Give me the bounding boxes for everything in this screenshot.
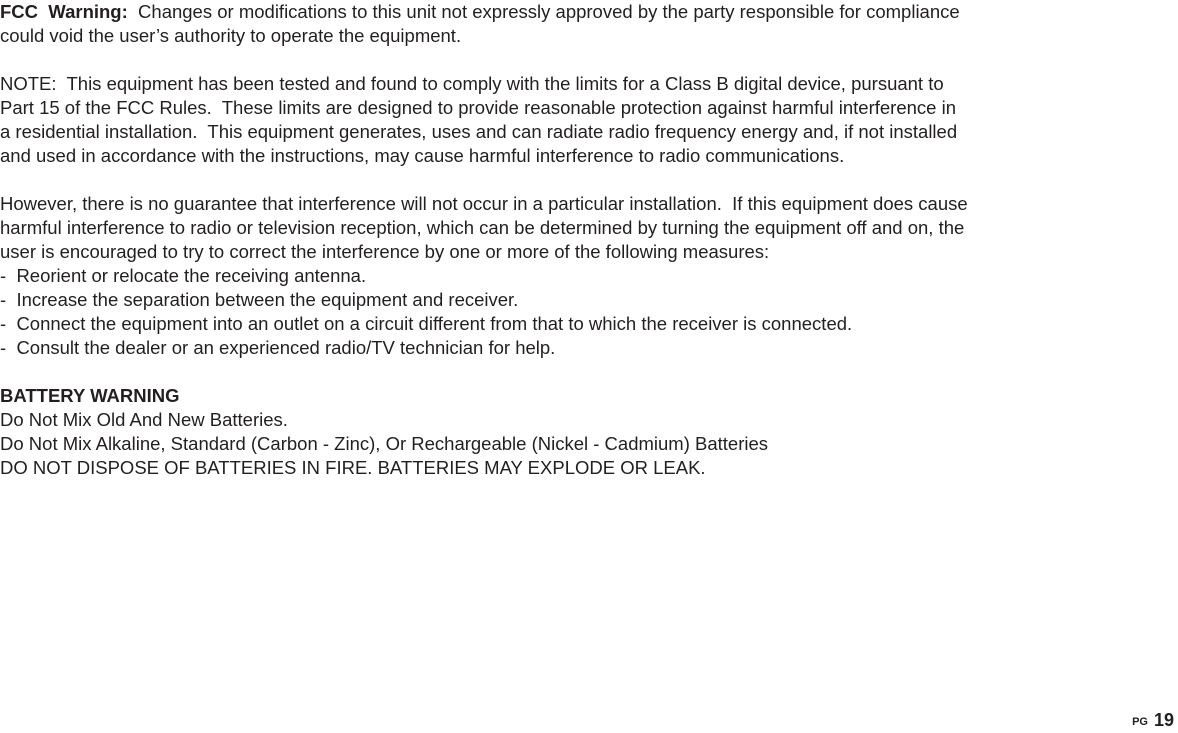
paragraph-gap (0, 168, 1120, 192)
battery-warning-line-2: Do Not Mix Alkaline, Standard (Carbon - Zinc), Or Rechargeable (Nickel - Cadmium) Batteries (0, 433, 769, 454)
measure-item-2: - Increase the separation between the equipment and receiver. (0, 289, 519, 310)
however-line-1: However, there is no guarantee that interference will not occur in a particular installation. If this equipment does cause (0, 193, 968, 214)
measure-item-3: - Connect the equipment into an outlet on a circuit different from that to which the receiver is connected. (0, 313, 853, 334)
measure-item-4: - Consult the dealer or an experienced radio/TV technician for help. (0, 337, 556, 358)
however-line-3: user is encouraged to try to correct the interference by one or more of the following measures: (0, 241, 770, 262)
however-line-2: harmful interference to radio or television reception, which can be determined by turning the equipment off and on, the (0, 217, 965, 238)
battery-warning-heading: BATTERY WARNING (0, 385, 180, 406)
measure-item-1: - Reorient or relocate the receiving antenna. (0, 265, 367, 286)
fcc-warning-label: FCC Warning: (0, 1, 128, 22)
page-number-prefix: PG (1132, 716, 1148, 728)
paragraph-gap (0, 48, 1120, 72)
fcc-warning-line-2: could void the user’s authority to operate the equipment. (0, 25, 462, 46)
note-line-1: NOTE: This equipment has been tested and found to comply with the limits for a Class B digital device, pursuant to (0, 73, 944, 94)
battery-warning-line-3: DO NOT DISPOSE OF BATTERIES IN FIRE. BATTERIES MAY EXPLODE OR LEAK. (0, 457, 706, 478)
paragraph-gap (0, 360, 1120, 384)
fcc-warning-text: Changes or modifications to this unit not expressly approved by the party responsible for compliance (127, 1, 960, 22)
page-number-value: 19 (1153, 710, 1174, 730)
note-line-3: a residential installation. This equipment generates, uses and can radiate radio frequency energy and, if not installed (0, 121, 958, 142)
page-number (1132, 709, 1174, 733)
fcc-warning-line-1 (0, 0, 1120, 24)
battery-warning-line-1: Do Not Mix Old And New Batteries. (0, 409, 288, 430)
note-line-4: and used in accordance with the instructions, may cause harmful interference to radio communications. (0, 145, 845, 166)
note-line-2: Part 15 of the FCC Rules. These limits are designed to provide reasonable protection against harmful interference in (0, 97, 957, 118)
